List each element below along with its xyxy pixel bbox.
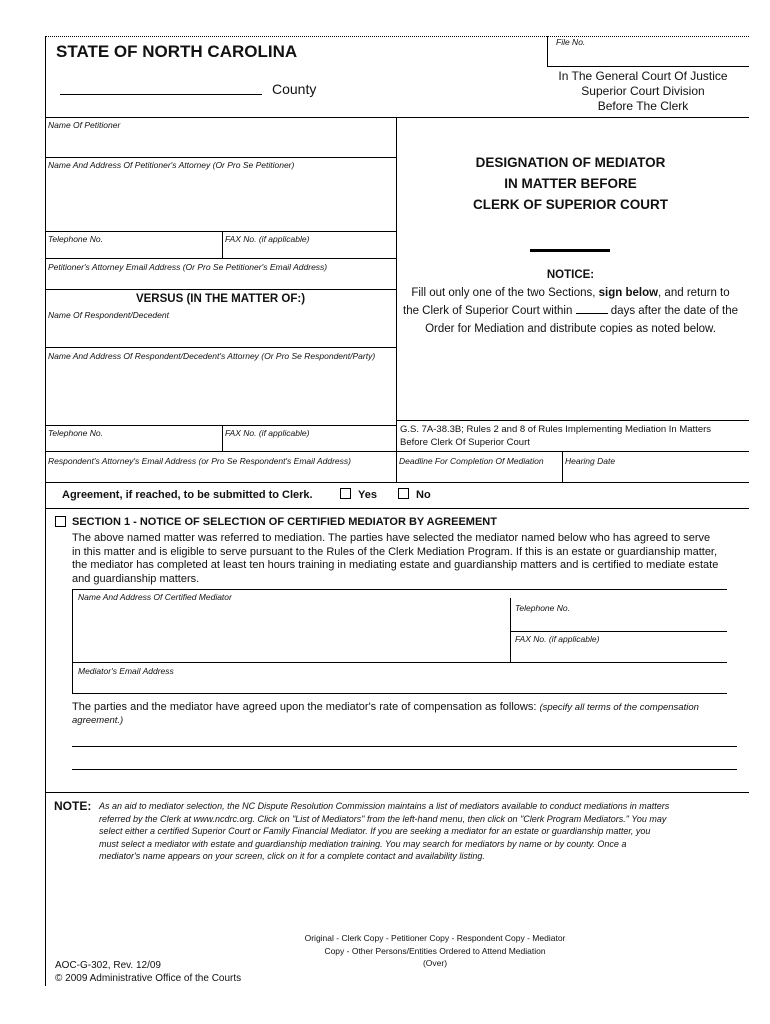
notice-heading: NOTICE: (546, 269, 595, 281)
notice-line-3: Order for Mediation and distribute copies as noted below. (425, 323, 716, 335)
mediator-email-label: Mediator's Email Address (78, 666, 174, 676)
note-text: As an aid to mediator selection, the NC Dispute Resolution Commission maintains a list of mediators available to conduct mediations in matters referred by the Clerk at www.ncdrc.org. Click on "List of Mediators" from the left-hand menu, then click on "Clerk Program Mediators." You may select either a certified Superior Court or Family Financial Mediator. If you are seeking a mediator for an estate or guardianship matter, you must select a mediator with estate and guardianship mediation training. You may search for mediators by name or by county. Once a mediator's name appears on your screen, click on it for a complete contact and availability listing. (99, 801, 670, 862)
grid-line (72, 589, 727, 590)
respondent-name-label: Name Of Respondent/Decedent (48, 310, 169, 320)
grid-line (510, 631, 727, 632)
agreement-no-label: No (416, 489, 431, 501)
grid-line (510, 598, 511, 662)
grid-line (45, 451, 749, 452)
top-border (45, 36, 749, 37)
title-line-2: IN MATTER BEFORE (504, 176, 637, 191)
agreement-no-checkbox[interactable] (398, 488, 409, 499)
grid-line (72, 589, 73, 693)
grid-line (45, 231, 396, 232)
grid-line (396, 420, 749, 421)
grid-line (222, 231, 223, 258)
grid-line (45, 117, 749, 118)
court-line-2: Superior Court Division (581, 84, 705, 98)
compensation-line-2[interactable] (72, 769, 737, 770)
title-line-3: CLERK OF SUPERIOR COURT (472, 197, 668, 212)
grid-line (45, 508, 749, 509)
respondent-attorney-label: Name And Address Of Respondent/Decedent's Attorney (Or Pro Se Respondent/Party) (48, 351, 376, 361)
grid-line (45, 482, 749, 483)
form-footer (55, 959, 241, 985)
grid-line (45, 792, 749, 793)
file-no-divider (547, 36, 548, 66)
mediator-telephone-label: Telephone No. (515, 603, 570, 613)
note-label: NOTE: (54, 799, 92, 813)
deadline-label: Deadline For Completion Of Mediation (399, 456, 544, 466)
petitioner-fax-label: FAX No. (if applicable) (225, 234, 310, 244)
court-line-1: In The General Court Of Justice (558, 69, 728, 83)
distribution-list: Original - Clerk Copy - Petitioner Copy - Respondent Copy - Mediator Copy - Other Persons/Entities Ordered to Attend Mediation (Over) (304, 933, 566, 968)
statute-reference: G.S. 7A-38.3B; Rules 2 and 8 of Rules Implementing Mediation In Matters Before Clerk Of Superior Court (400, 424, 712, 448)
days-blank[interactable] (576, 303, 608, 314)
title-rule (530, 249, 610, 252)
agreement-label: Agreement, if reached, to be submitted to Clerk. (62, 489, 313, 501)
section1-body: The above named matter was referred to mediation. The parties have selected the mediator named below who has agreed to serve in this matter and is eligible to serve pursuant to the Rules of the Clerk Mediation Program. If this is an estate or guardianship matter, the mediator has completed at least ten hours training in mediating estate and guardianship matters and is certified to mediate estate and guardianship matters. (72, 532, 719, 585)
grid-line (222, 425, 223, 451)
grid-line (45, 157, 396, 158)
hearing-date-label: Hearing Date (565, 456, 616, 466)
court-info (548, 69, 738, 114)
county-input-line[interactable] (60, 94, 262, 95)
versus-label: VERSUS (IN THE MATTER OF:) (135, 293, 306, 305)
agreement-yes-checkbox[interactable] (340, 488, 351, 499)
petitioner-attorney-label: Name And Address Of Petitioner's Attorney (Or Pro Se Petitioner) (48, 160, 295, 170)
copyright: © 2009 Administrative Office of the Courts (55, 973, 242, 984)
respondent-telephone-label: Telephone No. (48, 428, 103, 438)
grid-line (45, 258, 396, 259)
petitioner-email-label: Petitioner's Attorney Email Address (Or Pro Se Petitioner's Email Address) (48, 262, 328, 272)
respondent-email-label: Respondent's Attorney's Email Address (or Pro Se Respondent's Email Address) (48, 456, 351, 466)
grid-line (562, 451, 563, 482)
grid-line (45, 347, 396, 348)
section1-heading: SECTION 1 - NOTICE OF SELECTION OF CERTIFIED MEDIATOR BY AGREEMENT (72, 516, 497, 528)
respondent-fax-label: FAX No. (if applicable) (225, 428, 310, 438)
form-number: AOC-G-302, Rev. 12/09 (55, 960, 161, 971)
notice-line-2: the Clerk of Superior Court within days after the date of the (403, 305, 738, 317)
grid-line (72, 693, 727, 694)
county-label: County (272, 81, 317, 97)
state-title: STATE OF NORTH CAROLINA (56, 42, 298, 61)
petitioner-name-label: Name Of Petitioner (48, 120, 121, 130)
center-divider (396, 117, 397, 482)
compensation-line-1[interactable] (72, 746, 737, 747)
left-border (45, 36, 46, 986)
court-line-3: Before The Clerk (597, 99, 689, 113)
file-no-line (547, 66, 749, 67)
grid-line (72, 662, 727, 663)
notice-line-1: Fill out only one of the two Sections, sign below, and return to (411, 287, 730, 299)
compensation-text: The parties and the mediator have agreed upon the mediator's rate of compensation as follows: (specify all terms of the compensation agreement.) (72, 701, 699, 726)
section1-checkbox[interactable] (55, 516, 66, 527)
mediator-name-label: Name And Address Of Certified Mediator (78, 592, 232, 602)
notice-body (398, 284, 743, 338)
agreement-yes-label: Yes (358, 489, 377, 501)
form-title (398, 152, 743, 215)
mediator-fax-label: FAX No. (if applicable) (515, 634, 600, 644)
grid-line (45, 289, 396, 290)
file-no-label: File No. (556, 37, 586, 47)
grid-line (45, 425, 396, 426)
petitioner-telephone-label: Telephone No. (48, 234, 103, 244)
title-line-1: DESIGNATION OF MEDIATOR (475, 155, 666, 170)
